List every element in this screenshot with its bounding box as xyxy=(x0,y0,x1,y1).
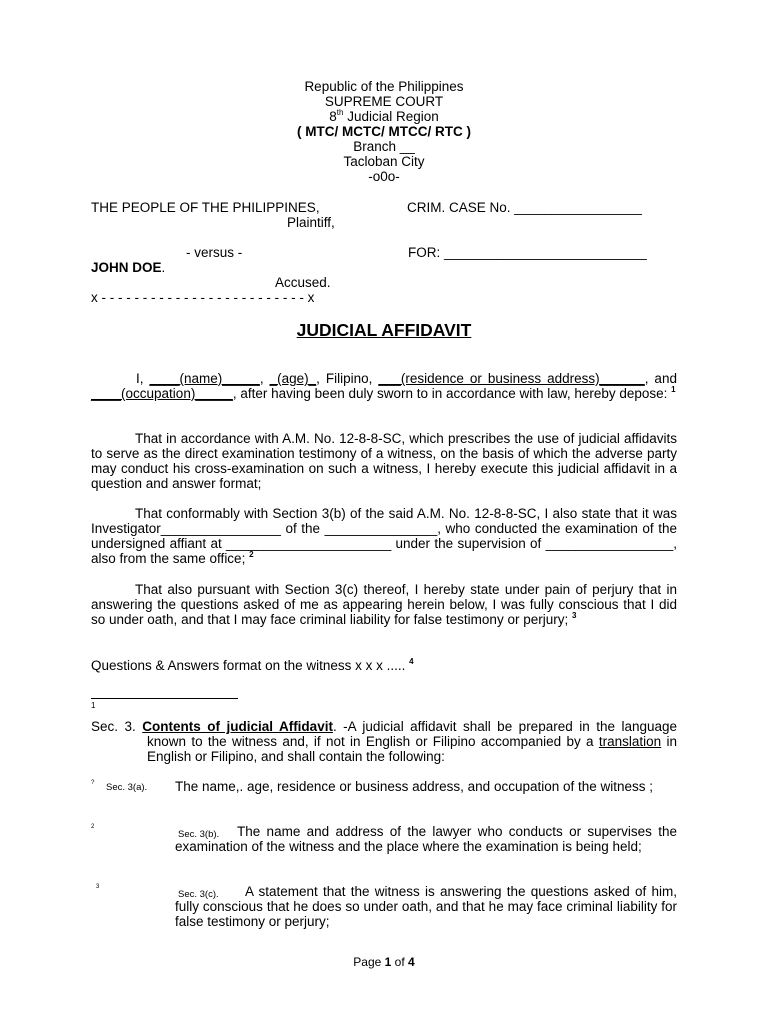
name-blank: ____(name)_____ xyxy=(149,371,260,386)
p3-text: That conformably with Section 3(b) of the said A.M. No. 12-8-8-SC, I also state that it was Investigator________________ of the _______________, who conducted the examination of the undersigned affiant at ______________________ under the supervision of _________________, also from the same office; xyxy=(91,506,677,566)
sec3-label: Sec. 3. xyxy=(91,719,143,734)
caption-versus: - versus - xyxy=(186,245,243,260)
caption-divider: x - - - - - - - - - - - - - - - - - - - - - - - - - x xyxy=(91,290,315,305)
page-of: of xyxy=(391,955,409,969)
caption-for: FOR: ___________________________ xyxy=(408,245,647,260)
footnote-mark-c: 3 xyxy=(96,884,100,890)
translation-link-text: translation xyxy=(598,734,662,749)
p1-filipino: , Filipino, xyxy=(316,371,379,386)
court-header xyxy=(0,79,768,184)
header-city: Tacloban City xyxy=(343,154,425,169)
footnote-b-text xyxy=(175,824,677,854)
header-court-type: ( MTC/ MCTC/ MTCC/ RTC ) xyxy=(297,124,471,139)
footnote-separator xyxy=(91,698,238,699)
p1-depose: , after having been duly sworn to in accordance with law, hereby depose: xyxy=(232,386,672,401)
header-republic: Republic of the Philippines xyxy=(304,79,464,94)
footnote-b-label: Sec. 3(b). xyxy=(178,829,220,840)
header-branch: Branch __ xyxy=(353,139,415,154)
paragraph-section-3c xyxy=(91,582,677,627)
page-word: Page xyxy=(353,955,385,969)
paragraph-qa-format xyxy=(91,658,414,673)
occupation-blank: ____(occupation)_____ xyxy=(91,386,233,401)
footnote-mark-1: 1 xyxy=(91,701,96,710)
region-number: 8 xyxy=(329,109,337,124)
footnote-ref-3: 3 xyxy=(571,611,577,620)
accused-name-period: . xyxy=(161,260,166,275)
sec3-title: Contents of judicial Affidavit xyxy=(142,719,333,734)
header-region xyxy=(0,109,768,124)
header-supreme-court: SUPREME COURT xyxy=(324,94,444,109)
page-total: 4 xyxy=(408,955,415,969)
accused-name: JOHN DOE xyxy=(91,260,162,275)
p1-intro: I, xyxy=(136,371,150,386)
age-blank: _(age)_ xyxy=(269,371,317,386)
footnote-c-text xyxy=(175,884,677,929)
footnote-mark-a: ? xyxy=(91,780,95,786)
caption-accused: Accused. xyxy=(275,275,331,290)
footnote-b-body: The name and address of the lawyer who conducts or supervises the examination of the witness and the place where the examination is being held; xyxy=(175,824,677,854)
footnote-sec3 xyxy=(91,719,677,764)
sec3-text-end: in English or Filipino, and shall contain the following: xyxy=(147,734,677,764)
footnote-ref-2: 2 xyxy=(249,550,254,559)
footnote-ref-1: 1 xyxy=(671,385,676,394)
document-title: JUDICIAL AFFIDAVIT xyxy=(296,320,472,340)
caption-plaintiff: Plaintiff, xyxy=(287,215,335,230)
sec3-text: . -A judicial affidavit shall be prepared in the language known to the witness and, if not in English or Filipino accompanied by a xyxy=(147,719,677,749)
p1-and: , and xyxy=(644,371,677,386)
footnote-a-label: Sec. 3(a). xyxy=(106,782,148,793)
caption-crim-case: CRIM. CASE No. _________________ xyxy=(407,200,642,215)
paragraph-section-3b xyxy=(91,506,677,566)
region-text: Judicial Region xyxy=(343,109,439,124)
residence-blank: ___(residence or business address)______ xyxy=(378,371,645,386)
footnote-ref-4: 4 xyxy=(409,657,414,666)
caption-accused-name xyxy=(91,260,165,275)
footnote-c-label: Sec. 3(c). xyxy=(178,889,219,900)
region-suffix: th xyxy=(336,108,344,117)
page-number xyxy=(0,955,768,969)
p4-text: That also pursuant with Section 3(c) thereof, I hereby state under pain of perjury that in answering the questions asked of me as appearing herein below, I was fully conscious that I did so under oath, and that I may face criminal liability for false testimony or perjury; xyxy=(91,582,677,627)
header-separator: -o0o- xyxy=(368,169,400,184)
footnote-c-body: A statement that the witness is answering the questions asked of him, fully conscious that he does so under oath, and that he may face criminal liability for false testimony or perjury; xyxy=(175,884,677,929)
footnote-mark-b: 2 xyxy=(91,824,95,830)
caption-people: THE PEOPLE OF THE PHILIPPINES, xyxy=(91,200,320,215)
page-current: 1 xyxy=(384,955,392,969)
p1-sep1: , xyxy=(259,371,270,386)
p5-text: Questions & Answers format on the witness x x x ..... xyxy=(91,658,410,673)
paragraph-am-rule: That in accordance with A.M. No. 12-8-8-SC, which prescribes the use of judicial affidavits to serve as the direct examination testimony of a witness, on the basis of which the adverse party may conduct his cross-examination on such a witness, I hereby execute this judicial affidavit in a question and answer format; xyxy=(91,431,677,491)
paragraph-deponent xyxy=(91,371,677,401)
footnote-a-text: The name,. age, residence or business address, and occupation of the witness ; xyxy=(175,779,654,794)
